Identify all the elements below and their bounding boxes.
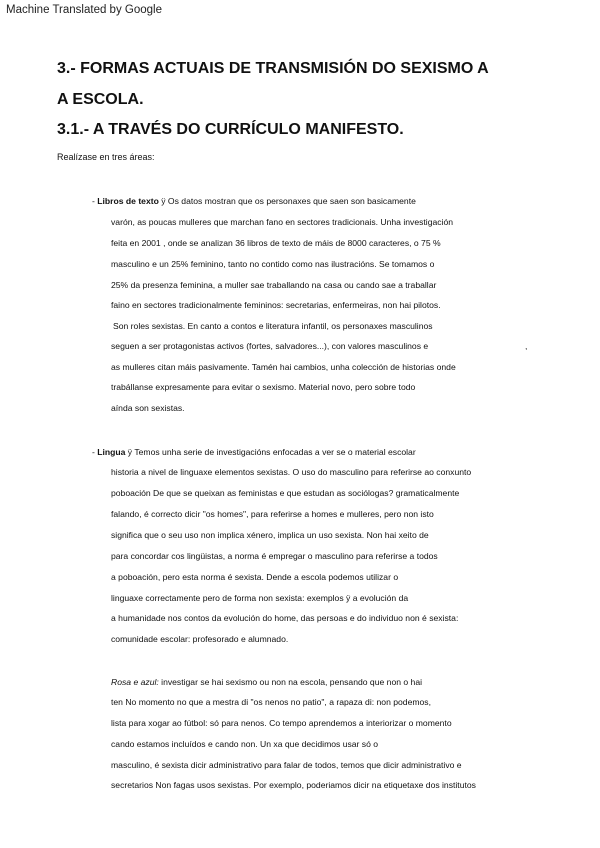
language-line: historia a nivel de linguaxe elementos sexistas. O uso do masculino para referirse ao conxunto — [111, 467, 472, 477]
rosa-first-line — [111, 677, 422, 688]
intro-text: Realízase en tres áreas: — [57, 152, 155, 162]
textbooks-line: masculino e un 25% feminino, tanto no contido como nas ilustracións. Se tomamos o — [111, 259, 435, 269]
textbooks-line: trabállanse expresamente para evitar o sexismo. Material novo, pero sobre todo — [111, 382, 416, 392]
stray-comma: , — [525, 341, 528, 351]
language-line: para concordar cos lingüistas, a norma é empregar o masculino para referirse a todos — [111, 551, 438, 561]
language-line: a poboación, pero esta norma é sexista. Dende a escola podemos utilizar o — [111, 572, 399, 582]
language-first-line — [92, 447, 416, 458]
rosa-line: ten No momento no que a mestra di "os nenos no patio", a rapaza di: non podemos, — [111, 697, 431, 707]
textbooks-first-line — [92, 196, 416, 207]
textbooks-line: faino en sectores tradicionalmente femininos: secretarias, enfermeiras, non hai pilotos. — [111, 300, 441, 310]
language-line: linguaxe correctamente pero de forma non sexista: exemplos ÿ a evolución da — [111, 593, 409, 603]
textbooks-line: as mulleres citan máis pasivamente. Tamén hai cambios, unha colección de historias onde — [111, 362, 456, 372]
textbooks-line: seguen a ser protagonistas activos (fortes, salvadores...), con valores masculinos e — [111, 341, 429, 351]
rosa-line: cando estamos incluídos e cando non. Un xa que decidimos usar só o — [111, 739, 379, 749]
rosa-line: secretarios Non fagas usos sexistas. Por exemplo, poderiamos dicir na etiquetaxe dos institutos — [111, 780, 476, 790]
machine-translation-banner: Machine Translated by Google — [6, 4, 162, 16]
textbooks-term: Libros de texto — [97, 196, 159, 206]
textbooks-line: feita en 2001 , onde se analizan 36 libros de texto de máis de 8000 caracteres, o 75 % — [111, 238, 441, 248]
language-line: comunidade escolar: profesorado e alumnado. — [111, 634, 289, 644]
language-line: falando, é correcto dicir "os homes", para referirse a homes e mulleres, pero non isto — [111, 509, 434, 519]
bullet-dash: - — [92, 447, 98, 457]
rosa-line: lista para xogar ao fútbol: só para nenos. Co tempo aprendemos a interiorizar o momento — [111, 718, 452, 728]
section-title-line-1: 3.- FORMAS ACTUAIS DE TRANSMISIÓN DO SEXISMO A — [57, 60, 489, 77]
textbooks-line: Son roles sexistas. En canto a contos e literatura infantil, os personaxes masculinos — [113, 321, 433, 331]
language-line: poboación De que se queixan as feministas e que estudan as sociólogas? gramaticalmente — [111, 488, 460, 498]
textbooks-line-0-rest: ÿ Os datos mostran que os personaxes que saen son basicamente — [158, 196, 416, 206]
rosa-term: Rosa e azul: — [111, 677, 159, 687]
section-title-line-2: A ESCOLA. — [57, 91, 144, 108]
language-term: Lingua — [97, 447, 126, 457]
subsection-title: 3.1.- A TRAVÉS DO CURRÍCULO MANIFESTO. — [57, 121, 404, 138]
textbooks-line: varón, as poucas mulleres que marchan fano en sectores tradicionais. Unha investigación — [111, 217, 454, 227]
language-line: a humanidade nos contos da evolución do home, das persoas e do individuo non é sexista: — [111, 613, 459, 623]
language-line: significa que o seu uso non implica xénero, implica un uso sexista. Non hai xeito de — [111, 530, 429, 540]
language-line-0-rest: ÿ Temos unha serie de investigacións enfocadas a ver se o material escolar — [125, 447, 416, 457]
bullet-dash: - — [92, 196, 98, 206]
rosa-line: masculino, é sexista dicir administrativo para falar de todos, temos que dicir administrativo e — [111, 760, 462, 770]
textbooks-line: 25% da presenza feminina, a muller sae traballando na casa ou cando sae a traballar — [111, 280, 437, 290]
textbooks-line: aínda son sexistas. — [111, 403, 185, 413]
rosa-line-0-rest: investigar se hai sexismo ou non na escola, pensando que non o hai — [158, 677, 423, 687]
